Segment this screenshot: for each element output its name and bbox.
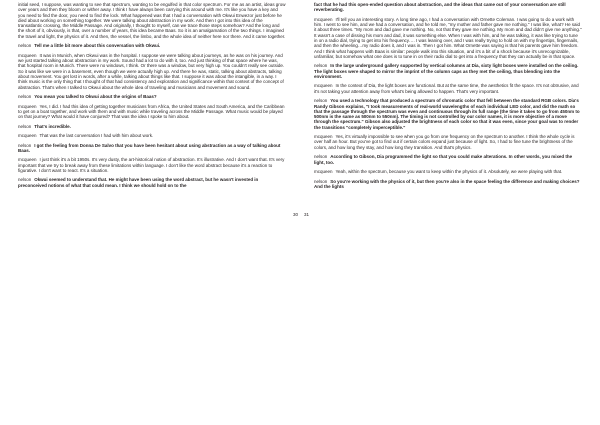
speaker-label: nelson xyxy=(314,63,328,69)
interview-entry xyxy=(18,104,286,120)
interview-entry xyxy=(18,94,286,99)
speaker-label: mcqueen xyxy=(314,169,333,175)
interview-entry xyxy=(314,83,582,94)
entry-text: So you're working with the physics of it, but then you're also in the space feeling the difference and making choices? And the lights xyxy=(314,178,580,189)
speaker-label: mcqueen xyxy=(314,83,333,89)
speaker-label: nelson xyxy=(18,142,32,148)
page-number-left: 30 xyxy=(293,212,299,217)
interview-entry xyxy=(18,43,286,48)
interview-entry xyxy=(18,53,286,90)
speaker-label: mcqueen xyxy=(18,52,37,58)
interview-entry xyxy=(18,157,286,173)
interview-entry xyxy=(18,143,286,154)
speaker-label: nelson xyxy=(18,94,32,100)
page-number-right: 31 xyxy=(304,212,310,217)
entry-text: Okwui seemed to understand that. He might have been using the word abstract, but he wasn't invested in preconceived notions of what that could mean. I think we should hold on to the xyxy=(18,177,259,188)
interview-entry xyxy=(314,154,582,165)
speaker-label: mcqueen xyxy=(18,133,37,139)
interview-entry xyxy=(314,134,582,150)
interview-entry xyxy=(18,124,286,129)
interview-entry xyxy=(314,179,582,190)
speaker-label: nelson xyxy=(18,177,32,183)
speaker-label: mcqueen xyxy=(314,134,333,140)
entry-text: In the context of Dia, the light boxes are functional. But at the same time, the aesthetics fit the space. It's not obtrusive, and it's not taking your attention away from what's being allowed to happen. That's very important. xyxy=(314,83,579,94)
left-page xyxy=(18,0,286,425)
speaker-label: mcqueen xyxy=(18,103,37,109)
interview-entry xyxy=(18,177,286,188)
speaker-label: nelson xyxy=(314,98,328,104)
entry-text: It was in Munich, when Okwui was in the hospital. I suppose we were talking about journeys, as he was on his journey. And we just started talking about abstraction in my work. Sound had a lot to do with it, too. And just thinking of that space where he was, that hospital room in Munich. There were no windows, I think. Or there was a window, but very high up. You couldn't really see outside. So it was like we were in a basement, even though we were actually high up. And there he was, static, talking about abstracts, talking about movement. You get lost in words, after a while, talking about things like that. I suppose it was about the intangible, in a way. I think music is the only thing that I thought of that had consistency and exploration and significance within that context of the concept of abstraction. That's when I talked to Okwui about the whole idea of traveling and musicians and movement and sound. xyxy=(18,52,285,90)
interview-entry xyxy=(18,133,286,138)
entry-text: I just think it's a bit 1950s. It's very dusty, the art-historical notion of abstraction. It's illustrative. And I don't want that. It's very important that we try to break away from these limitations within language. I don't like the word abstract because it's a reaction to figurative. I don't want to react. It's a situation. xyxy=(18,157,285,173)
speaker-label: mcqueen xyxy=(18,157,37,163)
right-page xyxy=(314,0,582,425)
speaker-label: nelson xyxy=(18,123,32,129)
entry-text: fact that he had this open-ended question about abstraction, and the ideas that came out of your conversation are still reverberating. xyxy=(314,2,566,13)
speaker-label: mcqueen xyxy=(314,16,333,22)
interview-entry xyxy=(18,0,286,39)
entry-text: You mean you talked to Okwui about the origins of Baas? xyxy=(34,94,157,100)
entry-text: Yes, it's virtually impossible to see when you go from one frequency on the spectrum to another. I think the whole cycle is over half an hour. But you've got to find out if certain colors expand just because of light. So, I had to fine tune the brightness of the colors, and how long they stay, and how long they transition. And that's physics. xyxy=(314,134,575,150)
entry-text: Yeah, within the spectrum, because you want to keep within the physics of it. Absolutely, we were playing with that. xyxy=(335,169,563,175)
interview-entry xyxy=(314,0,582,13)
interview-entry xyxy=(314,63,582,79)
interview-entry xyxy=(314,169,582,174)
entry-text: In the large underground gallery supported by vertical columns at Dia, sixty light boxes were installed on the ceiling. The light boxes were shaped to mirror the imprint of the column caps as they met the ceiling, thus blending into the environment. xyxy=(314,63,579,79)
entry-text: Yes, I did. I had this idea of getting together musicians from Africa, the United States and South America, and the Caribbean to get on a boat together, and work with them and with music while traveling across the Middle Passage. What music would be played on that journey? What would it have conjured? That was the idea I spoke to him about. xyxy=(18,103,285,120)
interview-entry xyxy=(314,17,582,59)
entry-text: According to Gibson, Dia programmed the light so that you could make alterations. In other words, you mixed the light, too. xyxy=(314,154,573,165)
interview-entry xyxy=(314,98,582,130)
entry-text: initial seed, I suppose, was wanting to see that spectrum, wanting to be engulfed in that color spectrum. For me as an artist, ideas grow over years and then they bloom or wither away. I think I have always been carrying this around with me. It's like you have a key and you need to find the door, you need to find the lock. What happened was that I had a conversation with Okwui Enwezor just before he died about working on something together. We were talking about abstraction in my work. And then I got into this idea of the transatlantic crossing, the Middle Passage. And originally, I thought to myself, can we trace those steps somehow? And the long and the short of it, obviously, is that, over a number of years, this idea became Baas. So it is an amalgamation of the two things. I imagined the travel and light, the physics of it. And then, the vessel, the limbo, and the whole idea of neither here nor there. And it came together. xyxy=(18,2,286,39)
speaker-label: nelson xyxy=(314,178,328,184)
entry-text: I'll tell you an interesting story. A long time ago, I had a conversation with Ornette Coleman. I was going to do a work with him. I went to see him, and we had a conversation, and he told me, "my mother and father gave me nothing." I was like, what? He said it about three times. "My mom and dad gave me nothing. No, not that they gave me nothing. My mom and dad didn't give me anything." It wasn't a case of dissing his mom and dad, it was something else. When I was with him, and he was talking, it was like trying to tune in on a radio dial, trying to get into his frequency…. I was leaning over, and I was really trying to hold on with my fingertips, fingernails, and then the wheeling…my radio does it, and I was in. Then I got him. What Ornette was saying is that his parents gave him freedom. And I think what happens with Baas is similar: people walk into this situation, and it's a bit of a shock because it's unrecognizable, unfamiliar, but somehow what one does is to tune in on their radio dial to get into a frequency that they can actually be in that space. xyxy=(314,16,582,59)
speaker-label: nelson xyxy=(18,43,32,49)
entry-text: I got the feeling from Donna De Salvo that you have been hesitant about using abstraction as a way of talking about Baas. xyxy=(18,142,281,153)
entry-text: You used a technology that produced a spectrum of chromatic color that fell between the standard RGB colors. Dia's Randy Gibson explains, "I took measurements of real-world wavelengths of each individual LED color, and did the math so that the passage through the spectrum was even and continuous through its full range (the time it takes to go from 450nm to 500nm is the same as 500nm to 550nm). The timing is not controlled by our color names, it is more objective of a move through the spectrum." Gibson also adjusted the brightness of each color so that it was even, since your goal was to render the transitions "completely imperceptible." xyxy=(314,98,580,130)
entry-text: Tell me a little bit more about this conversation with Okwui. xyxy=(34,43,161,49)
speaker-label: nelson xyxy=(314,154,328,160)
entry-text: That was the last conversation I had with him about work. xyxy=(39,133,154,139)
entry-text: That's incredible. xyxy=(34,123,71,129)
